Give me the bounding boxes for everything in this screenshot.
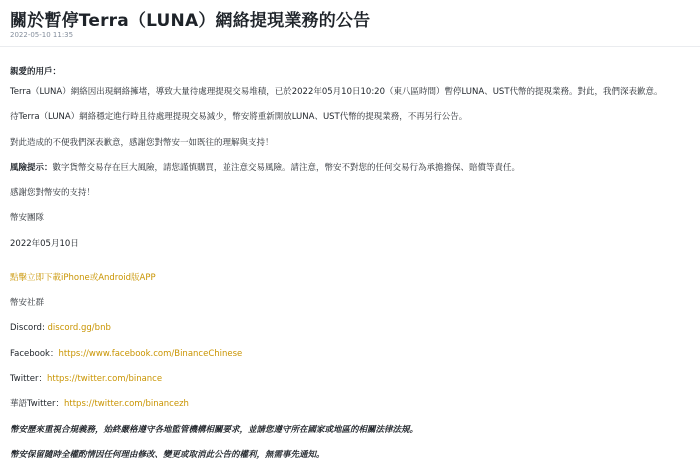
twitter-zh-link[interactable]: https://twitter.com/binancezh — [64, 399, 189, 409]
disclaimer-rights: 幣安保留隨時全權酌情因任何理由修改、變更或取消此公告的權利，無需事先通知。 — [10, 450, 325, 460]
twitter-label: Twitter： — [10, 374, 47, 384]
team-signature: 幣安團隊 — [10, 213, 45, 223]
risk-text: 數字貨幣交易存在巨大風險，請您謹慎購買，並注意交易風險。請注意，幣安不對您的任何交易行為承擔擔保、賠償等責任。 — [52, 163, 521, 173]
facebook-link[interactable]: https://www.facebook.com/BinanceChinese — [58, 349, 243, 359]
twitter-zh-row — [10, 398, 189, 410]
paragraph-2: 待Terra（LUNA）網絡穩定進行時且待處理提現交易減少，幣安將重新開放LUNA、UST代幣的提現業務，不再另行公告。 — [10, 112, 468, 122]
paragraph-3: 對此造成的不便我們深表歉意，感謝您對幣安一如既往的理解與支持！ — [10, 138, 274, 148]
publish-date: 2022-05-10 11:35 — [10, 31, 74, 39]
page-title: 關於暫停Terra（LUNA）網絡提現業務的公告 — [10, 11, 371, 31]
facebook-label: Facebook： — [10, 349, 59, 359]
facebook-row — [10, 348, 242, 360]
signature-date: 2022年05月10日 — [10, 239, 79, 249]
greeting: 親愛的用戶： — [10, 67, 62, 77]
thanks-text: 感謝您對幣安的支持！ — [10, 188, 96, 198]
twitter-row — [10, 373, 162, 385]
risk-label: 風險提示： — [10, 163, 53, 173]
twitter-zh-label: 華語Twitter： — [10, 399, 64, 409]
discord-link[interactable]: discord.gg/bnb — [47, 323, 111, 333]
discord-row — [10, 322, 111, 334]
risk-warning — [10, 162, 520, 174]
community-heading: 幣安社群 — [10, 298, 45, 308]
discord-label: Discord: — [10, 323, 48, 333]
twitter-link[interactable]: https://twitter.com/binance — [47, 374, 163, 384]
paragraph-1: Terra（LUNA）網絡因出現網絡擁堵，導致大量待處理提現交易堆積，已於2022年05月10日10:20（東八區時間）暫停LUNA、UST代幣的提現業務。對此，我們深表歉意。 — [10, 87, 663, 97]
disclaimer-compliance: 幣安歷來重視合規義務，始終嚴格遵守各地監管機構相關要求，並請您遵守所在國家或地區的相關法律法規。 — [10, 425, 419, 435]
app-download-link[interactable]: 點擊立即下載iPhone或Android版APP — [10, 273, 156, 283]
header-divider — [0, 46, 700, 47]
